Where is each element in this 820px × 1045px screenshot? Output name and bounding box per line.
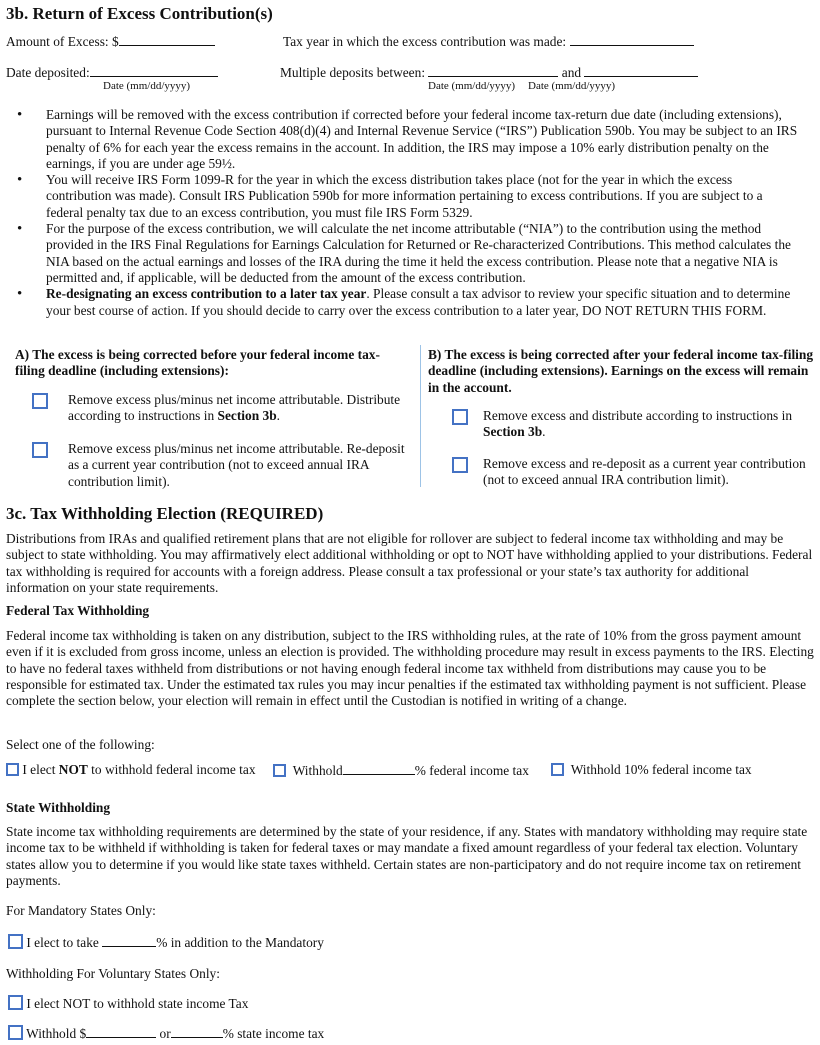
amount-of-excess-field[interactable] bbox=[6, 33, 215, 50]
voluntary-withhold-amount[interactable]: Withhold $ or % state income tax bbox=[8, 1025, 324, 1042]
option-label: Remove excess and distribute according to instructions in Section 3b. bbox=[483, 408, 793, 440]
option-b-heading: B) The excess is being corrected after your federal income tax-filing deadline (including extensions). Earnings on the excess will remain in the account. bbox=[428, 347, 814, 395]
date-hint: Date (mm/dd/yyyy) bbox=[528, 80, 616, 92]
fed-opt-withhold-percent[interactable]: Withhold % federal income tax bbox=[273, 762, 529, 779]
mandatory-label: For Mandatory States Only: bbox=[6, 903, 156, 918]
bullet-text: Earnings will be removed with the excess contribution if corrected before your federal income tax-return due date (including extensions), pursuant to Internal Revenue Code Section 408(d)(4) and Internal Revenue Service (“IRS”) Publication 590b. You may be subject to an IRS penalty of 6% for each year the excess remains in the account. In addition, the IRS may impose a 10% early distribution penalty on the earnings, if you are under age 59½. bbox=[46, 107, 798, 171]
federal-text: Federal income tax withholding is taken on any distribution, subject to the IRS withholding rules, at the rate of 10% from the gross payment amount even if it is excluded from gross income, unless an election is provided. The withholding procedure may result in excess payments to the IRS. Electing to have no federal taxes withheld from distributions or not having enough federal income tax withheld from distributions may cause you to be responsible for estimated tax. Under the estimated tax rules you may incur penalties if the estimated tax withholding payment is not sufficient. Please complete the section below, your election will remain in effect until the Custodian is notified in writing of a change. bbox=[6, 628, 814, 709]
section-3b-title: 3b. Return of Excess Contribution(s) bbox=[6, 4, 273, 23]
bullet-text: You will receive IRS Form 1099-R for the year in which the excess distribution takes place (not for the year in which the excess contribution was made). Consult IRS Publication 590b for more information pertaining to excess contributions. If you are subject to a federal penalty tax due to an excess contribution, you must file IRS Form 5329. bbox=[46, 172, 763, 220]
excess-notes-list bbox=[0, 107, 800, 319]
fed-opt-withhold-10[interactable]: Withhold 10% federal income tax bbox=[551, 762, 752, 778]
bullet-text: For the purpose of the excess contribution, we will calculate the net income attributable (“NIA”) to the contribution using the method provided in the IRS Final Regulations for Earnings Calculation for Returned or Re-characterized Contributions. This method calculates the NIA based on the actual earnings and losses of the IRA during the time it held the excess contribution. Please note that a negative NIA is permitted and, if applicable, will be deducted from the amount of the excess contribution. bbox=[46, 221, 791, 285]
checkbox[interactable] bbox=[32, 393, 48, 409]
checkbox[interactable] bbox=[8, 934, 23, 949]
option-a2[interactable] bbox=[32, 441, 412, 490]
and-label: and bbox=[561, 65, 582, 80]
select-one-label: Select one of the following: bbox=[6, 737, 155, 752]
voluntary-no-withhold[interactable]: I elect NOT to withhold state income Tax bbox=[8, 995, 248, 1012]
date-deposited-label: Date deposited: bbox=[6, 65, 90, 80]
checkbox[interactable] bbox=[273, 764, 286, 777]
list-item bbox=[0, 172, 800, 221]
option-label: Remove excess plus/minus net income attributable. Distribute according to instructions in Section 3b. bbox=[68, 392, 401, 424]
state-heading: State Withholding bbox=[6, 800, 111, 815]
option-b1[interactable] bbox=[452, 408, 816, 441]
bullet-bold: Re-designating an excess contribution to a later tax year bbox=[46, 286, 367, 302]
list-item bbox=[0, 221, 800, 286]
checkbox[interactable] bbox=[6, 763, 19, 776]
checkbox[interactable] bbox=[8, 1025, 23, 1040]
tax-year-field[interactable] bbox=[283, 33, 694, 50]
multiple-deposits-label: Multiple deposits between: bbox=[280, 65, 426, 80]
option-a-heading: A) The excess is being corrected before your federal income tax-filing deadline (including extensions): bbox=[15, 347, 380, 379]
tax-year-label: Tax year in which the excess contribution was made: bbox=[283, 34, 567, 49]
date-hint: Date (mm/dd/yyyy) bbox=[103, 80, 191, 92]
checkbox[interactable] bbox=[452, 409, 468, 425]
checkbox[interactable] bbox=[8, 995, 23, 1010]
amount-label: Amount of Excess: $ bbox=[6, 34, 119, 49]
option-a1[interactable] bbox=[32, 392, 412, 425]
date-hint: Date (mm/dd/yyyy) bbox=[428, 80, 516, 92]
list-item bbox=[0, 286, 800, 319]
federal-heading: Federal Tax Withholding bbox=[6, 603, 150, 618]
list-item bbox=[0, 107, 800, 172]
state-text: State income tax withholding requirements are determined by the state of your residence, if any. States with mandatory withholding may require state income tax to be withheld if withholding is taken for federal taxes or may mandate a fixed amount regardless of your federal tax election. Voluntary states allow you to determine if you would like state taxes withheld. Certain states are non-participatory and do not require income tax on retirement payments. bbox=[6, 824, 808, 888]
mandatory-option[interactable]: I elect to take % in addition to the Mandatory bbox=[8, 934, 324, 951]
option-b2[interactable] bbox=[452, 456, 816, 489]
column-divider bbox=[420, 345, 421, 487]
section-3c-title: 3c. Tax Withholding Election (REQUIRED) bbox=[6, 504, 324, 523]
option-label: Remove excess and re-deposit as a current year contribution (not to exceed annual IRA contribution limit). bbox=[483, 456, 806, 488]
fed-opt-no-withhold[interactable]: I elect NOT to withhold federal income tax bbox=[6, 762, 256, 778]
checkbox[interactable] bbox=[452, 457, 468, 473]
option-label: Remove excess plus/minus net income attributable. Re-deposit as a current year contribution (not to exceed annual IRA contribution limit). bbox=[68, 441, 405, 489]
withholding-intro: Distributions from IRAs and qualified retirement plans that are not eligible for rollover are subject to federal income tax withholding and may be subject to state withholding. You may affirmatively elect additional withholding or opt to NOT have withholding applied to your distributions. Federal tax withholding is required for accounts with a foreign address. Please consult a tax professional or your state’s tax authority for additional information on your state requirements. bbox=[6, 531, 813, 595]
checkbox[interactable] bbox=[32, 442, 48, 458]
voluntary-label: Withholding For Voluntary States Only: bbox=[6, 966, 220, 981]
bullet-text: . Please consult a tax advisor to review your specific situation and to determine your best course of action. If you should decide to carry over the excess contribution to a later year, DO NOT RETURN THIS FORM. bbox=[46, 286, 791, 318]
checkbox[interactable] bbox=[551, 763, 564, 776]
